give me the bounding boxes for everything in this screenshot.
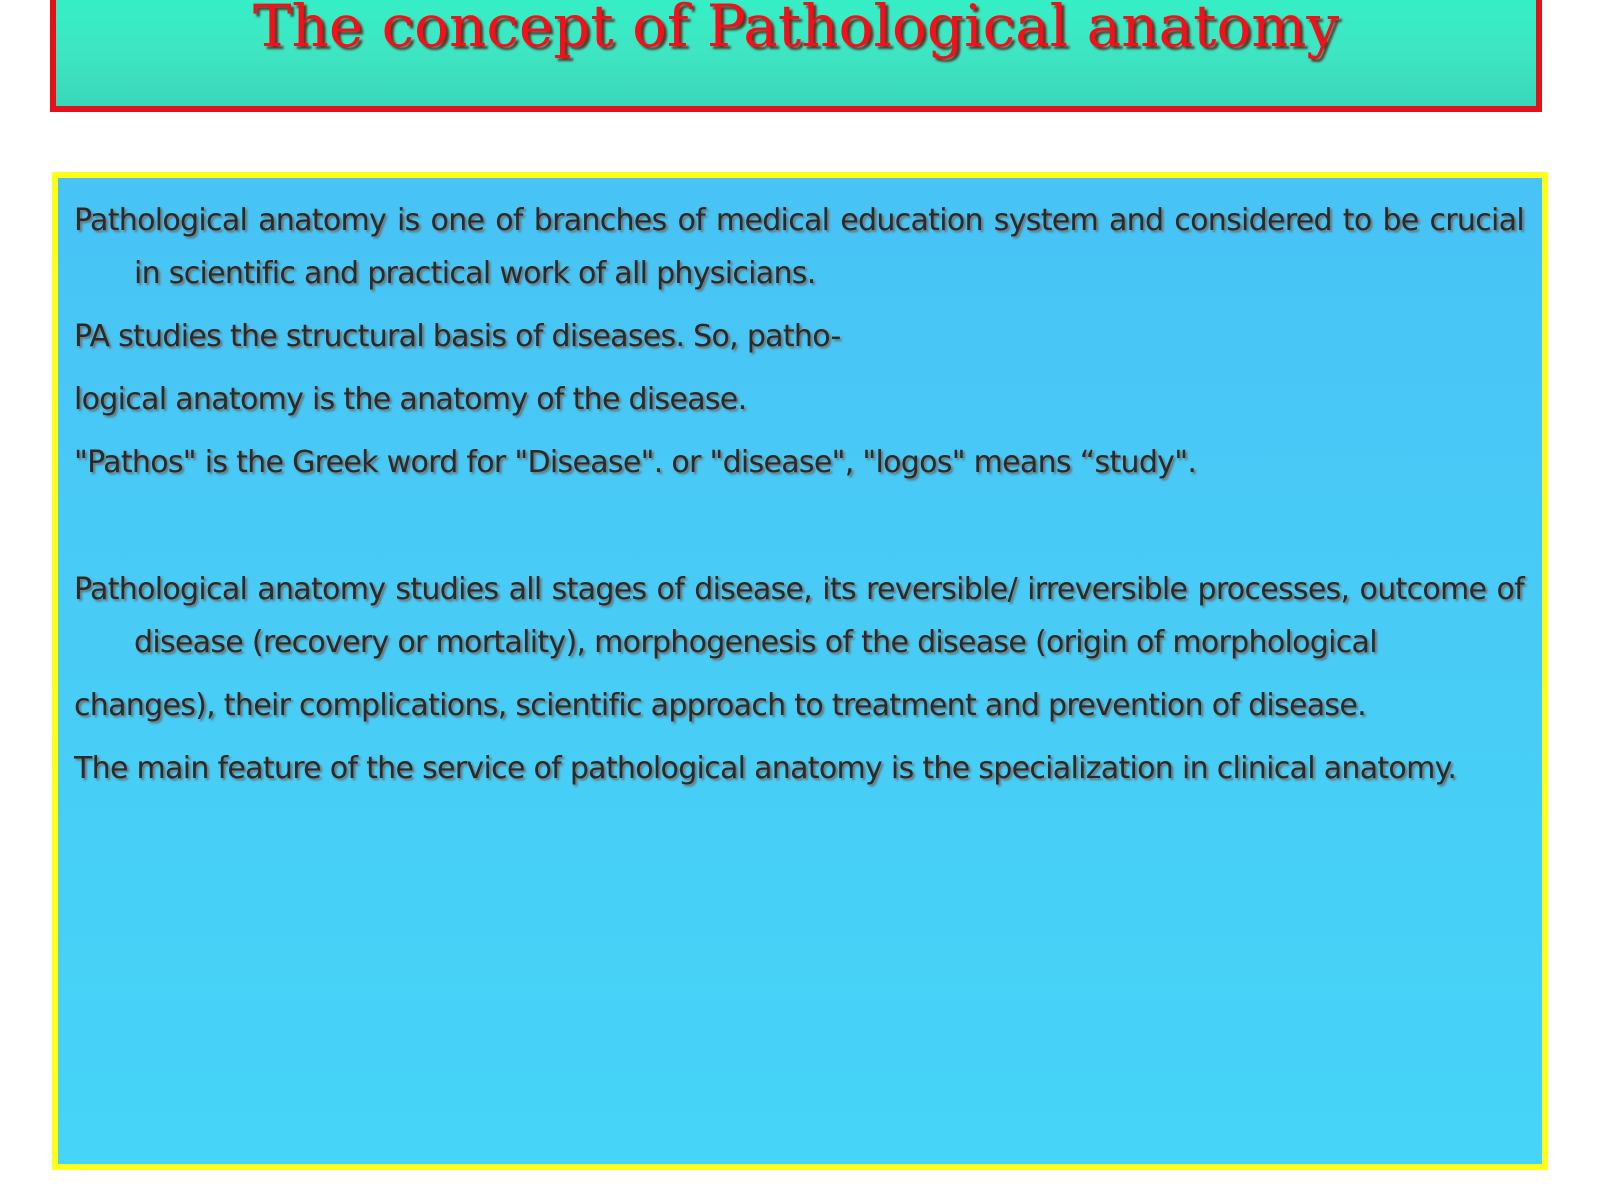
paragraph-stages: Pathological anatomy studies all stages of disease, its reversible/ irreversible processes, outcome of disease (recovery or mortality), morphogenesis of the disease (origin of morphological [74,572,1524,660]
paragraph-pa-studies: PA studies the structural basis of diseases. So, patho- [74,319,841,354]
paragraph-definition: Pathological anatomy is one of branches of medical education system and considered to be crucial in scientific and practical work of all physicians. [74,203,1524,291]
paragraph-complications: changes), their complications, scientific approach to treatment and prevention of disease. [74,688,1366,723]
content-box [52,172,1548,1170]
slide-title: The concept of Pathological anatomy [252,0,1340,60]
paragraph-main-feature: The main feature of the service of pathological anatomy is the specialization in clinical anatomy. [74,751,1457,786]
paragraph-anatomy-of-disease: logical anatomy is the anatomy of the disease. [74,382,747,417]
title-box [50,0,1542,112]
paragraph-etymology: "Pathos" is the Greek word for "Disease". or "disease", "logos" means “study". [74,445,1197,480]
